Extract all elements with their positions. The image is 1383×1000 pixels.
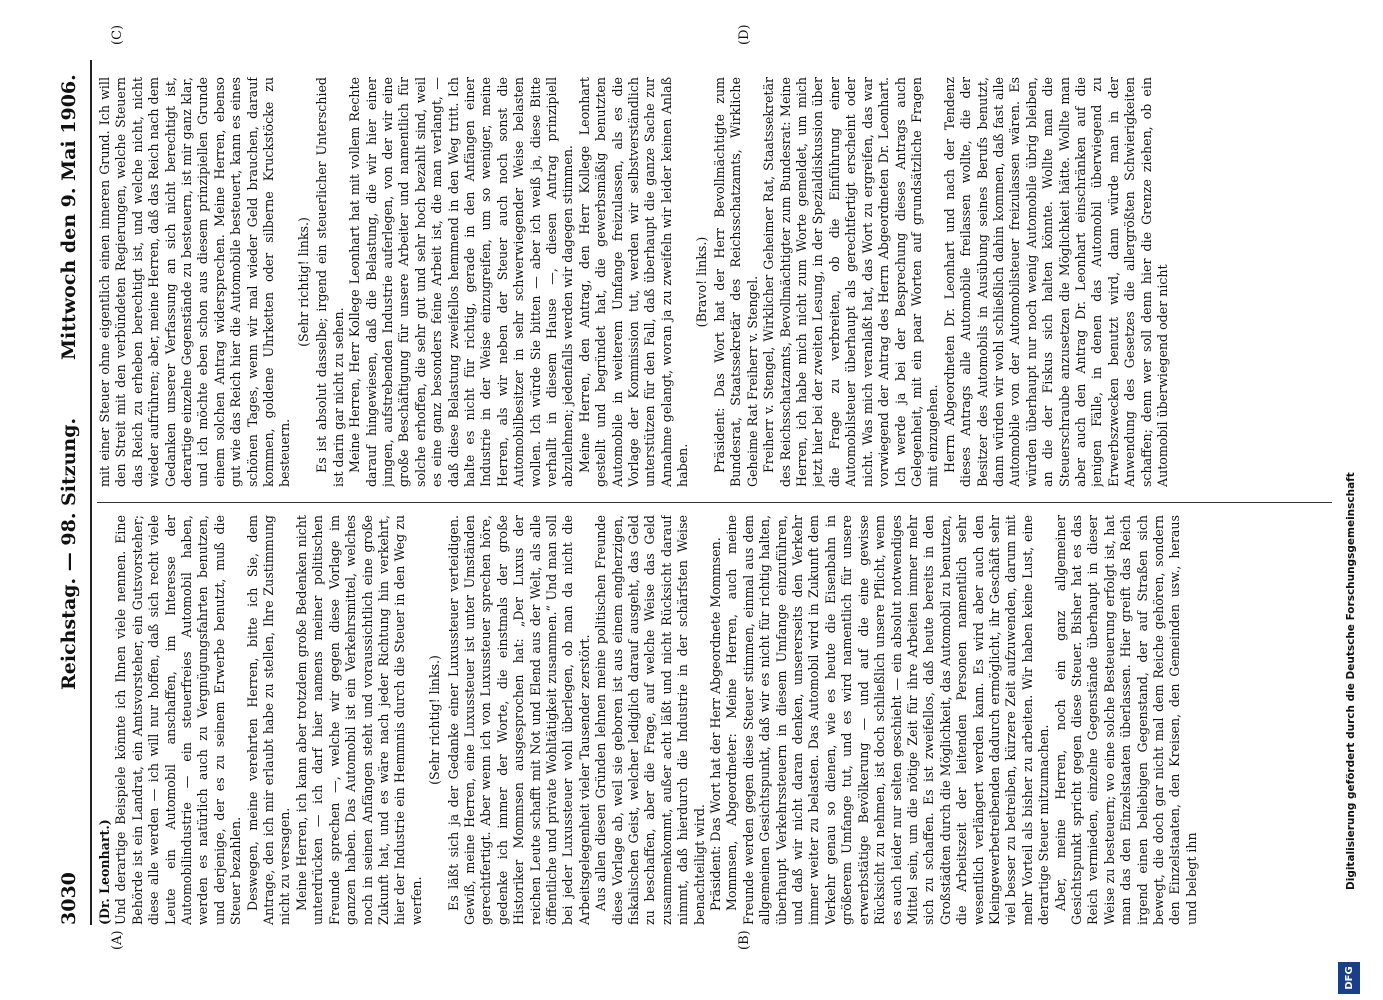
paragraph: Freiherr v. Stengel, Wirklicher Geheimer Rat, Staatssekretär des Reichsschatzamts, Bevollmächtigter zum Bundesrat: Meine Herren, ich habe mich nicht zum Worte gemeldet, um mich jetzt hier bei der zweiten Lesung, in der Spezialdiskussion über die Frage zu verbreiten, ob die Einführung einer Automobilsteuer überhaupt als gerechtfertigt erscheint oder nicht. Was mich veranlaßt hat, das Wort zu ergreifen, das war vorwiegend der Antrag des Herrn Abgeordneten Dr. Leonhart. Ich werde ja bei der Besprechung dieses Antrags auch Gelegenheit, mit ein paar Worten auf grundsätzliche Fragen mit einzugehen. xyxy=(761,77,941,487)
left-column xyxy=(97,515,1332,925)
page-header xyxy=(58,60,88,925)
paragraph: Meine Herren, ich kann aber trotzdem große Bedenken nicht unterdrücken — ich darf hier namens meiner politischen Freunde sprechen —, welche wir gegen diese Vorlage im ganzen haben. Das Automobil ist ein Verkehrsmittel, welches noch in seinen Anfängen steht und voraussichtlich eine große Zukunft hat, und es wäre nach jeder Richtung hin verkehrt, hier der Industrie ein Hemmnis durch die Steuer in den Weg zu werfen. xyxy=(293,515,424,925)
president-statement: Präsident: Das Wort hat der Herr Bevollmächtigte zum Bundesrat, Staatssekretär des Reichsschatzamts, Wirkliche Geheime Rat Freiherr v. Stengel. xyxy=(712,77,760,487)
paragraph: Mommsen, Abgeordneter: Meine Herren, auch meine Freunde werden gegen diese Steuer stimmen, einmal aus dem allgemeinen Gesichtspunkt, daß wir es nicht für richtig halten, überhaupt Verkehrssteuern in diesem Umfange einzuführen, und daß wir nicht daran denken, unsererseits den Verkehr immer weiter zu belasten. Das Automobil wird in Zukunft dem Verkehr genau so dienen, wie es heute die Eisenbahn in größerem Umfange tut, und es wird namentlich für unsere erwerbstätige Bevölkerung — und auf die eine gewisse Rücksicht zu nehmen, ist doch schließlich unsere Pflicht, wenn es auch leider nur selten geschieht — ein absolut notwendiges Mittel sein, um die nötige Zeit für ihre Arbeiten immer mehr sich zu schaffen. Es ist zweifellos, daß heute bereits in den Großstädten durch die Möglichkeit, das Automobil zu benutzen, die Arbeitszeit der leitenden Personen namentlich sehr wesentlich verlängert werden kann. Es wird aber auch den Kleingewerbetreibenden dadurch ermöglicht, ihr Geschäft sehr viel besser zu betreiben, kürzere Zeit aufzuwenden, darum mit mehr Vorteil als bisher zu arbeiten. Wir haben keine Lust, eine derartige Steuer mitzumachen. xyxy=(724,515,1052,925)
interjection: (Sehr richtig! links.) xyxy=(295,217,311,347)
right-column xyxy=(97,77,1332,487)
paragraph: Aus allen diesen Gründen lehnen meine politischen Freunde diese Vorlage ab, weil sie geboren ist aus einem engherzigen, fiskalischen Geist, welcher lediglich darauf ausgeht, das Geld zu beschaffen, aber die Frage, auf welche Weise das Geld zusammenkommt, außer acht läßt und nicht Rücksicht darauf nimmt, daß hierdurch die Industrie in der schärfsten Weise benachteiligt wird. xyxy=(593,515,707,925)
header-right-title: Mittwoch den 9. Mai 1906. xyxy=(58,74,80,360)
column-divider xyxy=(97,502,1332,503)
header-rule xyxy=(90,60,92,925)
paragraph: Meine Herren, Herr Kollege Leonhart hat mit vollem Rechte darauf hingewiesen, daß die Belastung, die wir hier einer jungen, aufstrebenden Industrie auferlegen, von der wir eine große Beschäftigung für unsere Arbeiter und namentlich für solche erhoffen, die sehr gut und sehr hoch bezahlt sind, weil es eine ganz besonders feine Arbeit ist, die man verlangt, — daß diese Belastung zweifellos hemmend in den Weg tritt. Ich halte es nicht für richtig, gerade in den Anfängen einer Industrie in der Weise einzugreifen, um so weniger, meine Herren, als wir neben der Steuer auch noch sonst die Automobilbesitzer in sehr schwerwiegender Weise belasten wollen. Ich würde Sie bitten — aber ich weiß ja, diese Bitte verhallt in diesem Hause —, diesen Antrag prinzipiell abzulehnen; jedenfalls werden wir dagegen stimmen. xyxy=(347,77,576,487)
speaker-attribution: (Dr. Leonhart.) xyxy=(97,819,112,925)
paragraph: Deswegen, meine verehrten Herren, bitte ich Sie, dem Antrage, den ich mir erlaubt habe zu stellen, Ihre Zustimmung nicht zu versagen. xyxy=(244,515,293,925)
paragraph: Es läßt sich ja der Gedanke einer Luxussteuer verteidigen. Gewiß, meine Herren, eine Luxussteuer ist unter Umständen gerechtfertigt. Aber wenn ich von Luxussteuer sprechen höre, gedenke ich immer der Worte, die einstmals der große Historiker Mommsen ausgesprochen hat: „Der Luxus der reichen Leute schafft mit Not und Elend aus der Welt, als alle öffentliche und private Wohltätigkeit zusammen.“ Und man soll bei jeder Luxussteuer wohl überlegen, ob man da nicht die Arbeitsgelegenheit vieler Tausender zerstört. xyxy=(445,515,592,925)
margin-marker-a: (A) xyxy=(110,930,125,950)
paragraph: Aber, meine Herren, noch ein ganz allgemeiner Gesichtspunkt spricht gegen diese Steuer. Bisher hat es das Reich vermieden, einzelne Gegenstände überhaupt in dieser Weise zu besteuern; wo eine solche Besteuerung erfolgt ist, hat man das den Einzelstaaten überlassen. Hier greift das Reich irgend einen beliebigen Gegenstand, der auf Straßen sich bewegt, die doch gar nicht mal dem Reiche gehören, sondern den Einzelstaaten, den Kreisen, den Gemeinden usw., heraus und belegt ihn xyxy=(1052,515,1199,925)
paragraph: Herrn Abgeordneten Dr. Leonhart und nach der Tendenz dieses Antrags alle Automobile freilassen wollte, die der Besitzer des Automobils in Ausübung seines Berufs benutzt, dann würden wir wohl schließlich dahin kommen, daß fast alle Automobile von der Automobilsteuer freizulassen wären. Es würden überhaupt nur noch wenig Automobile übrig bleiben, an die der Fiskus sich halten könnte. Wollte man die Steuerschraube anzusetzen die Möglichkeit hätte. Wollte man aber auch den Antrag Dr. Leonhart einschränken auf die jenigen Fälle, in denen das Automobil überwiegend zu Erwerbszwecken benutzt wird, dann würde man in der Anwendung des Gesetzes die allergrößten Schwierigkeiten schaffen; denn wer soll denn hier die Grenze ziehen, ob ein Automobil überwiegend oder nicht xyxy=(941,77,1170,487)
paragraph: Meine Herren, den Antrag, den Herr Kollege Leonhart gestellt und begründet hat, die gewerbsmäßig benutzten Automobile in weiterem Umfange freizulassen, als es die Vorlage der Kommission tut, werden wir selbstverständlich unterstützen für den Fall, daß überhaupt die ganze Sache zur Annahme gelangt, woran ja zu zweifeln wir leider keinen Anlaß haben. xyxy=(576,77,691,487)
interjection: (Bravo! links.) xyxy=(693,236,709,328)
paragraph: Es ist absolut dasselbe; irgend ein steuerlicher Unterschied ist darin gar nicht zu sehen. xyxy=(314,77,346,487)
margin-marker-d: (D) xyxy=(737,24,752,45)
paragraph: mit einer Steuer ohne eigentlich einen inneren Grund. Ich will den Streit mit den verbündeten Regierungen, welche Steuern das Reich zu erheben berechtigt ist, und welche nicht, nicht wieder aufrühren; aber, meine Herren, daß das Reich nach dem Gedanken unserer Verfassung an sich nicht berechtigt ist, derartige einzelne Gegenstände zu besteuern, ist mir ganz klar, und ich möchte eben schon aus diesem prinzipiellen Grunde einem solchen Antrag widersprechen. Meine Herren, ebenso gut wie das Reich hier die Automobile besteuert, kann es eines schönen Tages, wenn wir mal wieder Geld brauchen, darauf kommen, goldene Uhrketten oder silberne Kruckstöcke zu besteuern. xyxy=(97,77,293,487)
digitization-note: Digitalisierung gefördert durch die Deutsche Forschungsgemeinschaft xyxy=(1345,472,1357,890)
paragraph: Und derartige Beispiele könnte ich Ihnen viele nennen. Eine Behörde ist ein Landrat, ein Amtsvorsteher, ein Gutsvorsteher; diese alle werden — ich will nur hoffen, daß sich recht viele Leute ein Automobil anschaffen, im Interesse der Automobilindustrie — ein steuerfreies Automobil haben, werden es natürlich auch zu Vergnügungsfahrten benutzen, und derjenige, der es zu seinem Erwerbe benutzt, muß die Steuer bezahlen. xyxy=(113,515,244,925)
dfg-logo: DFG xyxy=(1338,962,1360,994)
margin-marker-b: (B) xyxy=(737,930,752,950)
header-left-title: Reichstag. — 98. Sitzung. xyxy=(58,417,80,690)
margin-marker-c: (C) xyxy=(110,24,125,45)
president-statement: Präsident: Das Wort hat der Herr Abgeordnete Mommsen. xyxy=(708,537,724,911)
interjection: (Sehr richtig! links.) xyxy=(427,655,443,785)
page-number: 3030 xyxy=(58,872,80,925)
